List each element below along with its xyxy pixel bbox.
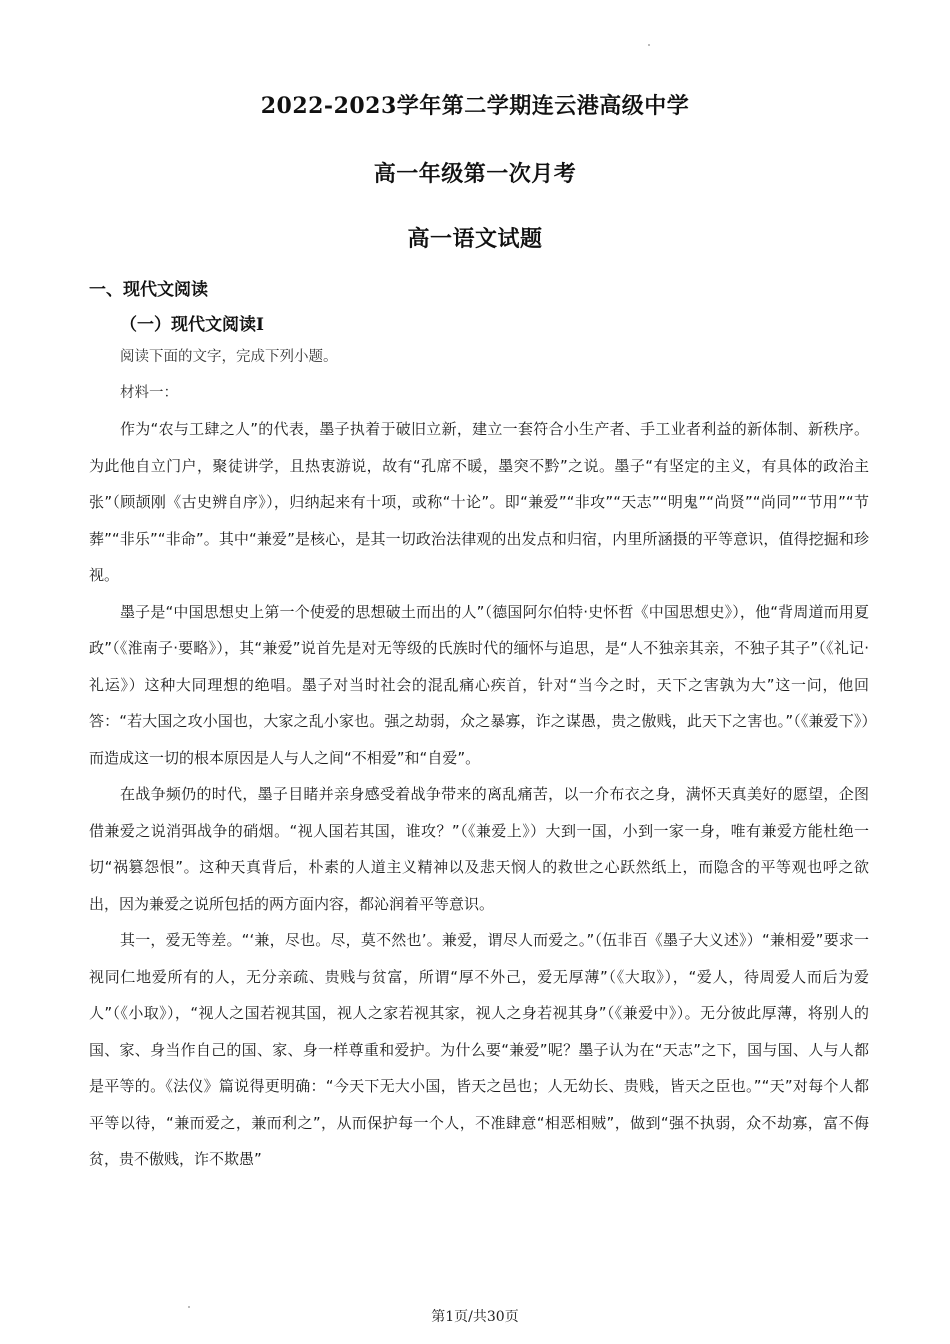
passage-paragraph: 在战争频仍的时代，墨子目睹并亲身感受着战争带来的离乱痛苦，以一介布衣之身，满怀天真美好的愿望，企图借兼爱之说消弭战争的硝烟。“视人国若其国，谁攻？”（《兼爱上》）大到一国，小到一家一身，唯有兼爱方能杜绝一切“祸篡怨恨”。这种天真背后，朴素的人道主义精神以及悲天悯人的救世之心跃然纸上，而隐含的平等观也呼之欲出，因为兼爱之说所包括的两方面内容，都沁润着平等意识。 [89, 785, 869, 913]
subsection-heading: （一）现代文阅读Ⅰ [120, 315, 264, 335]
exam-title-subject: 高一语文试题 [407, 226, 543, 252]
scan-dot [648, 44, 650, 46]
passage-paragraph: 墨子是“中国思想史上第一个使爱的思想破土而出的人”（德国阿尔伯特·史怀哲《中国思想史》），他“背周道而用夏政”（《淮南子·要略》），其“兼爱”说首先是对无等级的氏族时代的缅怀与追思，是“人不独亲其亲，不独子其子”（《礼记·礼运》）这种大同理想的绝唱。墨子对当时社会的混乱痛心疾首，针对“当今之时，天下之害孰为大”这一问，他回答：“若大国之攻小国也，大家之乱小家也。强之劫弱，众之暴寡，诈之谋愚，贵之傲贱，此天下之害也。”（《兼爱下》）而造成这一切的根本原因是人与人之间“不相爱”和“自爱”。 [89, 602, 869, 767]
section-heading: 一、现代文阅读 [89, 280, 208, 300]
passage-paragraph: 作为“农与工肆之人”的代表，墨子执着于破旧立新，建立一套符合小生产者、手工业者利益的新体制、新秩序。为此他自立门户，聚徒讲学，且热衷游说，故有“孔席不暖，墨突不黔”之说。墨子“有坚定的主义，有具体的政治主张”（顾颉刚《古史辨自序》），归纳起来有十项，或称“十论”。即“兼爱”“非攻”“天志”“明鬼”“尚贤”“尚同”“节用”“节葬”“非乐”“非命”。其中“兼爱”是核心，是其一切政治法律观的出发点和归宿，内里所涵摄的平等意识，值得挖掘和珍视。 [89, 420, 869, 584]
material-label: 材料一： [120, 385, 178, 401]
exam-title-grade: 高一年级第一次月考 [373, 161, 577, 187]
reading-instruction: 阅读下面的文字，完成下列小题。 [120, 349, 338, 365]
exam-title-school: 2022-2023学年第二学期连云港高级中学 [260, 93, 690, 119]
reading-passage [89, 411, 869, 1178]
page-number: 第1页/共30页 [431, 1309, 519, 1325]
passage-paragraph: 其一，爱无等差。“‘兼，尽也。尽，莫不然也’。兼爱，谓尽人而爱之。”（伍非百《墨子大义述》）“兼相爱”要求一视同仁地爱所有的人，无分亲疏、贵贱与贫富，所谓“厚不外己，爱无厚薄”（《大取》），“爱人，待周爱人而后为爱人”（《小取》），“视人之国若视其国，视人之家若视其家，视人之身若视其身”（《兼爱中》）。无分彼此厚薄，将别人的国、家、身当作自己的国、家、身一样尊重和爱护。为什么要“兼爱”呢？墨子认为在“天志”之下，国与国、人与人都是平等的。《法仪》篇说得更明确：“今天下无大小国，皆天之邑也；人无幼长、贵贱，皆天之臣也。”“天”对每个人都平等以待，“兼而爱之，兼而利之”，从而保护每一个人，不准肆意“相恶相贼”，做到“强不执弱，众不劫寡，富不侮贫，贵不傲贱，诈不欺愚” [89, 931, 869, 1168]
